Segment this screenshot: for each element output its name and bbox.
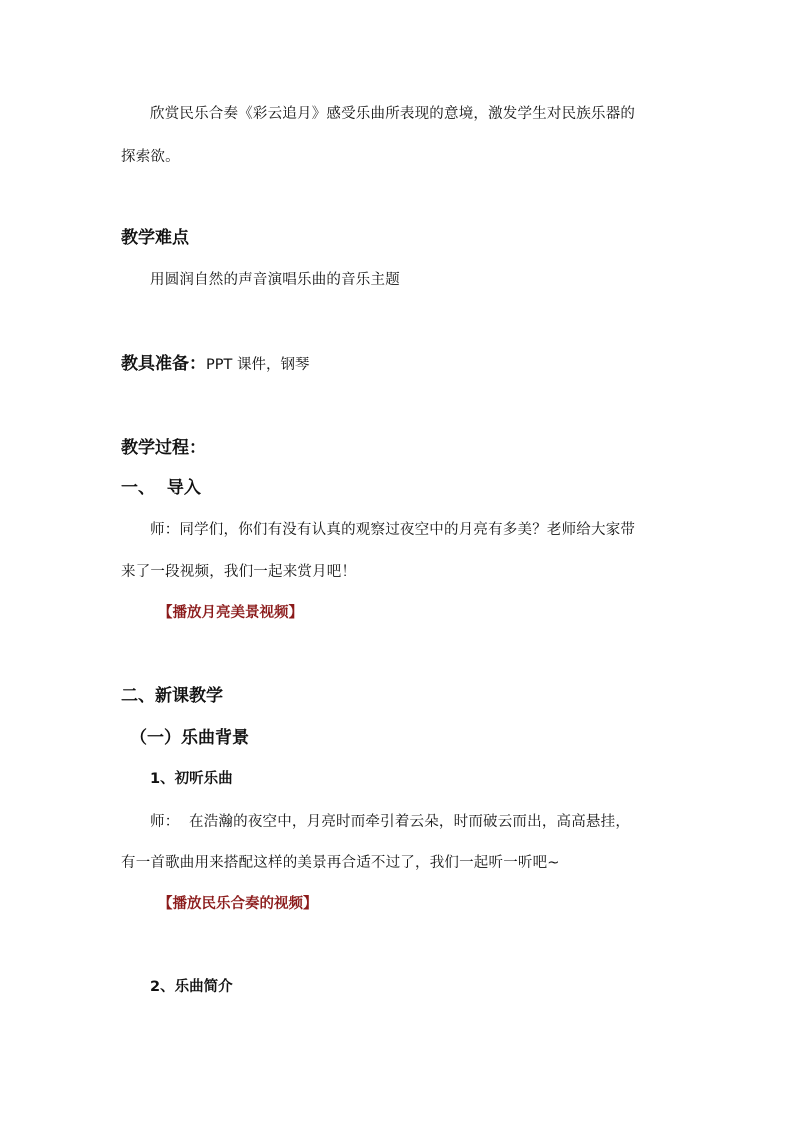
section-1-heading: 一、 导入 [121,478,201,498]
objective-line-2: 探索欲。 [121,149,180,165]
item-2-heading: 2、乐曲简介 [150,979,233,995]
section-1-video-note: 【播放月亮美景视频】 [158,605,303,621]
process-heading: 教学过程： [121,438,206,458]
section-1-line-2: 来了一段视频，我们一起来赏月吧！ [121,564,357,580]
difficulty-text: 用圆润自然的声音演唱乐曲的音乐主题 [150,272,400,288]
difficulty-heading: 教学难点 [121,228,189,248]
section-2-heading: 二、新课教学 [121,686,223,706]
item-1-heading: 1、初听乐曲 [150,771,233,787]
equipment-value: PPT 课件，钢琴 [206,357,310,373]
equipment-label: 教具准备： [121,354,206,374]
objective-line-1: 欣赏民乐合奏《彩云追月》感受乐曲所表现的意境，激发学生对民族乐器的 [150,106,636,122]
item-1-video-note: 【播放民乐合奏的视频】 [158,896,318,912]
equipment-line [121,356,309,373]
section-2-subheading: （一）乐曲背景 [130,728,249,748]
item-1-line-2: 有一首歌曲用来搭配这样的美景再合适不过了，我们一起听一听吧~ [121,855,560,871]
item-1-line-1: 师： 在浩瀚的夜空中，月亮时而牵引着云朵，时而破云而出，高高悬挂， [150,814,631,830]
section-1-line-1: 师：同学们，你们有没有认真的观察过夜空中的月亮有多美？老师给大家带 [150,522,636,538]
